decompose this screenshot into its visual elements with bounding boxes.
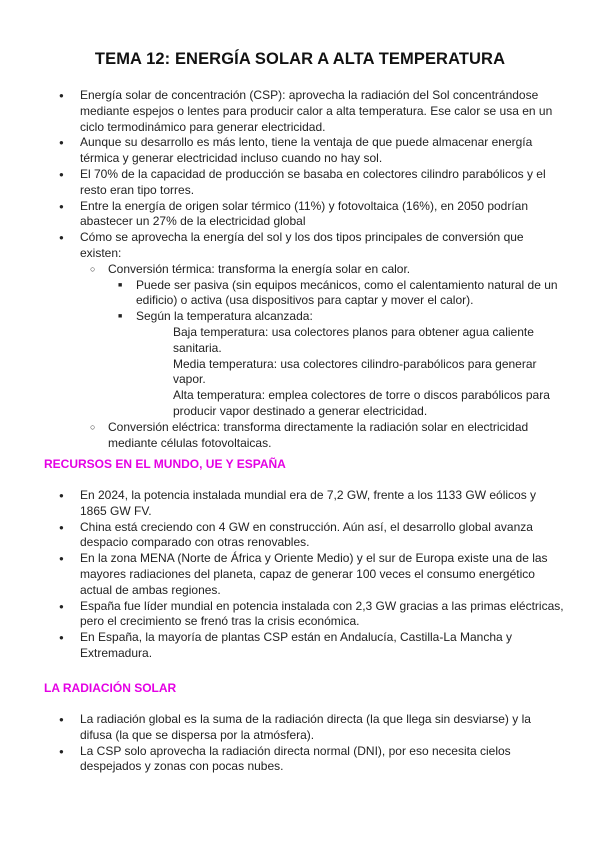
list-item: ● España fue líder mundial en potencia instalada con 2,3 GW gracias a las primas eléctricas, pero el crecimiento se frenó tras la crisis económica. <box>44 599 564 631</box>
list-item: ● En la zona MENA (Norte de África y Oriente Medio) y el sur de Europa existe una de las mayores radiaciones del planeta, capaz de generar 100 veces el consumo energético actual de ambas regiones. <box>44 551 564 598</box>
radiacion-section <box>44 712 564 775</box>
list-item: ● En España, la mayoría de plantas CSP están en Andalucía, Castilla-La Mancha y Extremadura. <box>44 630 564 662</box>
list-item: ● La radiación global es la suma de la radiación directa (la que llega sin desviarse) y la difusa (la que se dispersa por la atmósfera). <box>44 712 564 744</box>
list-item: Baja temperatura: usa colectores planos para obtener agua caliente sanitaria. <box>173 324 534 355</box>
list-item: ● El 70% de la capacidad de producción se basaba en colectores cilindro parabólicos y el resto eran tipo torres. <box>44 167 564 199</box>
recursos-list <box>44 488 564 662</box>
list-item: ● En 2024, la potencia instalada mundial era de 7,2 GW, frente a los 1133 GW eólicos y 1865 GW FV. <box>44 488 564 520</box>
list-item-text: Cómo se aprovecha la energía del sol y los dos tipos principales de conversión que existen: <box>80 230 524 260</box>
list-item: ● Energía solar de concentración (CSP): aprovecha la radiación del Sol concentrándose mediante espejos o lentes para producir calor a alta temperatura. Ese calor se usa en un ciclo termodinámico para generar electricidad. <box>44 88 564 135</box>
list-item: ● Aunque su desarrollo es más lento, tiene la ventaja de que puede almacenar energía térmica y generar electricidad incluso cuando no hay sol. <box>44 135 564 167</box>
list-item-text: Conversión térmica: transforma la energía solar en calor. <box>108 261 411 276</box>
list-item: ● Entre la energía de origen solar térmico (11%) y fotovoltaica (16%), en 2050 podrían abastecer un 27% de la electricidad global <box>44 199 564 231</box>
conversion-list <box>80 262 564 452</box>
list-item: Alta temperatura: emplea colectores de torre o discos parabólicos para producir vapor destinado a generar electricidad. <box>173 388 550 418</box>
list-item <box>108 309 564 420</box>
recursos-section <box>44 488 564 662</box>
list-item <box>80 262 564 420</box>
list-item: ● China está creciendo con 4 GW en construcción. Aún así, el desarrollo global avanza despacio comparado con otras renovables. <box>44 520 564 552</box>
temperature-list <box>136 325 564 420</box>
section-heading-radiacion: LA RADIACIÓN SOLAR <box>44 681 177 695</box>
list-item: ○ Conversión eléctrica: transforma directamente la radiación solar en electricidad mediante células fotovoltaicas. <box>80 420 564 452</box>
section-heading-recursos: RECURSOS EN EL MUNDO, UE Y ESPAÑA <box>44 457 286 471</box>
radiacion-list <box>44 712 564 775</box>
list-item: Media temperatura: usa colectores cilindro-parabólicos para generar vapor. <box>173 356 537 387</box>
termica-list <box>108 278 564 420</box>
page-title: TEMA 12: ENERGÍA SOLAR A ALTA TEMPERATURA <box>94 50 506 68</box>
list-item <box>44 230 564 451</box>
intro-section <box>44 88 564 451</box>
list-item: ■ Puede ser pasiva (sin equipos mecánicos, como el calentamiento natural de un edificio) o activa (usa dispositivos para captar y mover el calor). <box>108 278 564 310</box>
list-item: ● La CSP solo aprovecha la radiación directa normal (DNI), por eso necesita cielos despejados y zonas con pocas nubes. <box>44 744 564 776</box>
intro-list <box>44 88 564 451</box>
list-item-text: Según la temperatura alcanzada: <box>136 309 313 324</box>
